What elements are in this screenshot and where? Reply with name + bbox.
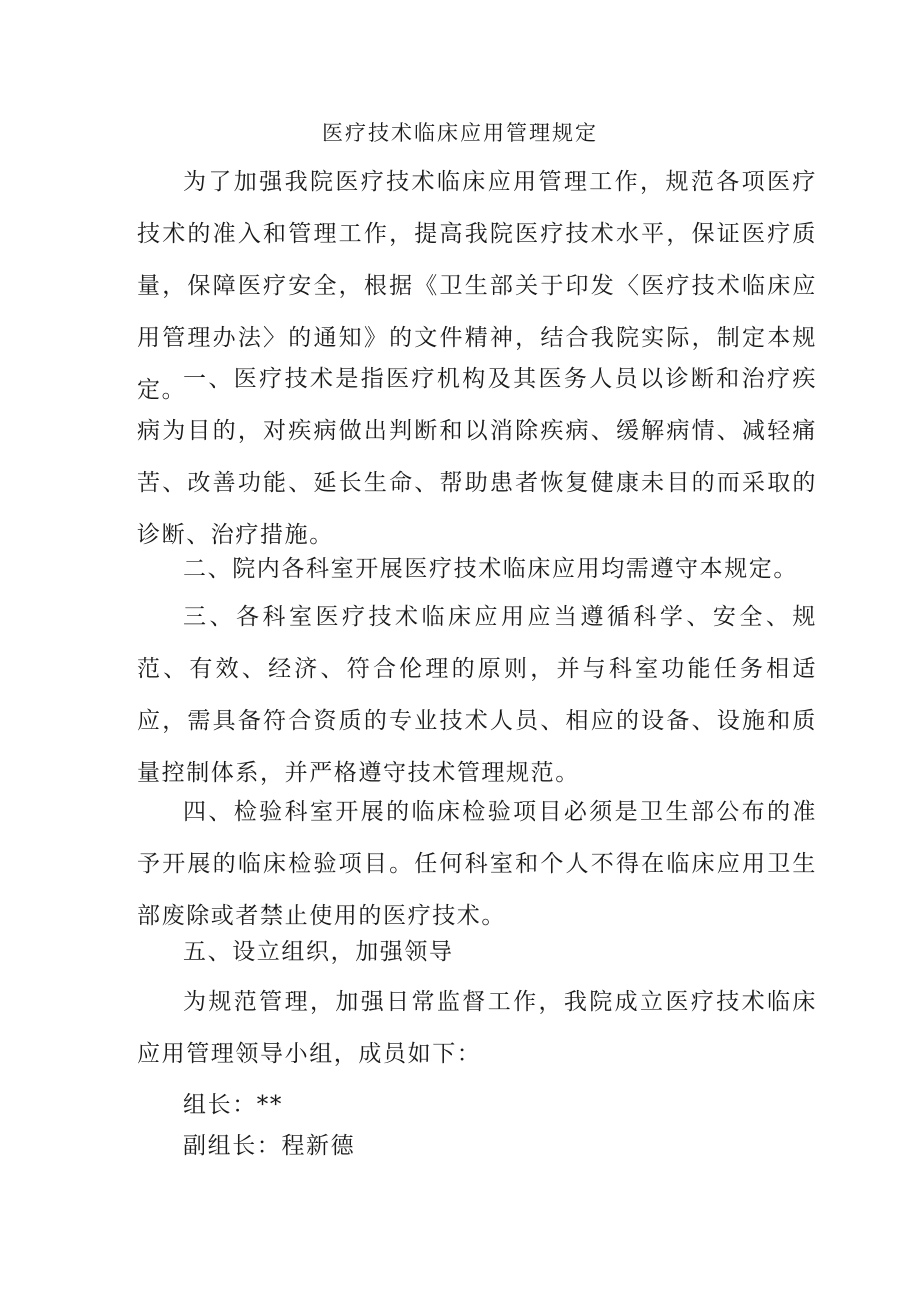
member-leader: 组长：**: [183, 1092, 283, 1118]
paragraph-leadership-group: 为规范管理，加强日常监督工作，我院成立医疗技术临床应用管理领导小组，成员如下：: [137, 989, 817, 1067]
paragraph-item-3-principles: 三、各科室医疗技术临床应用应当遵循科学、安全、规范、有效、经济、符合伦理的原则，并与科室功能任务相适应，需具备符合资质的专业技术人员、相应的设备、设施和质量控制体系，并严格遵守技术管理规范。: [137, 604, 817, 786]
paragraph-item-5-heading: 五、设立组织，加强领导: [183, 939, 454, 965]
paragraph-purpose: 为了加强我院医疗技术临床应用管理工作，规范各项医疗技术的准入和管理工作，提高我院医疗技术水平，保证医疗质量，保障医疗安全，根据《卫生部关于印发〈医疗技术临床应用管理办法〉的通知》的文件精神，结合我院实际，制定本规定。: [137, 169, 817, 403]
paragraph-item-1-definition: 一、医疗技术是指医疗机构及其医务人员以诊断和治疗疾病为目的，对疾病做出判断和以消除疾病、缓解病情、减轻痛苦、改善功能、延长生命、帮助患者恢复健康未目的而采取的诊断、治疗措施。: [137, 366, 817, 548]
paragraph-item-4-lab-tests: 四、检验科室开展的临床检验项目必须是卫生部公布的准予开展的临床检验项目。任何科室和个人不得在临床应用卫生部废除或者禁止使用的医疗技术。: [137, 799, 817, 929]
member-deputy-leader: 副组长：程新德: [183, 1133, 356, 1159]
paragraph-item-2-scope: 二、院内各科室开展医疗技术临床应用均需遵守本规定。: [183, 556, 798, 582]
document-title: 医疗技术临床应用管理规定: [322, 121, 598, 145]
